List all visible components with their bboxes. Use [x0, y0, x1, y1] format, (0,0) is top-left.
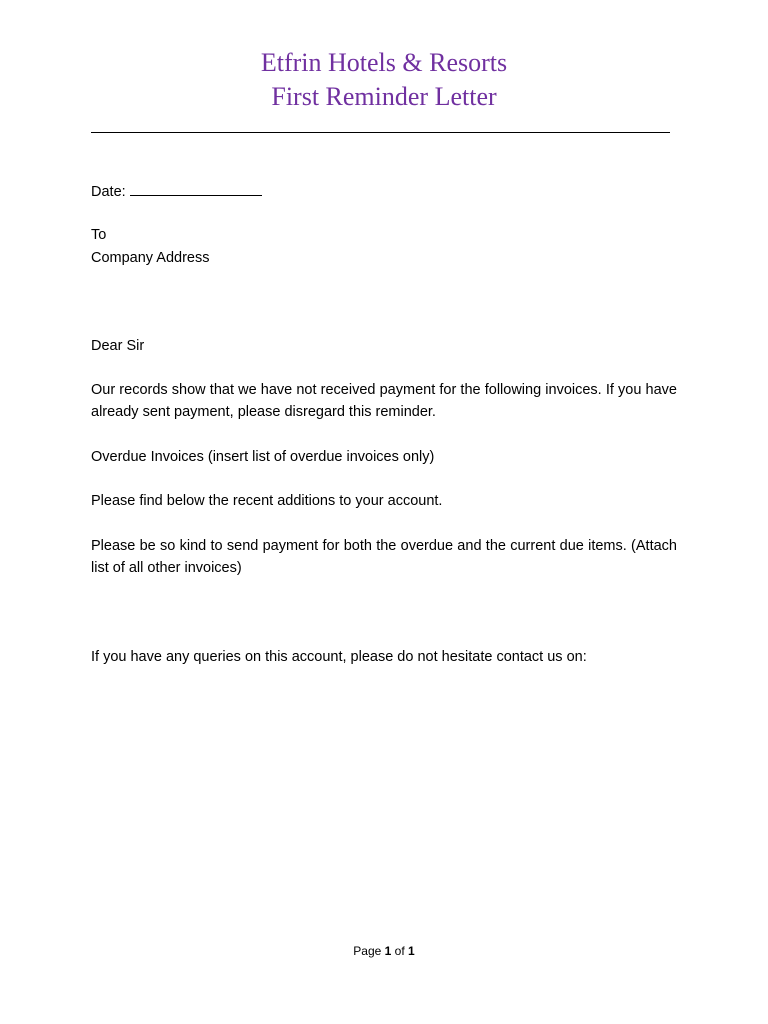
date-row [91, 181, 262, 203]
salutation: Dear Sir [91, 338, 145, 354]
page-word: Page [353, 944, 382, 958]
recent-additions-line: Please find below the recent additions to your account. [91, 493, 443, 509]
page-current: 1 [384, 944, 392, 958]
recipient-to: To [91, 227, 107, 243]
payment-request-paragraph: Please be so kind to send payment for both the overdue and the current due items. (Attach list of all other invoices) [91, 538, 677, 576]
queries-line: If you have any queries on this account, please do not hesitate contact us on: [91, 649, 587, 665]
of-word: of [394, 944, 405, 958]
header-divider [91, 132, 670, 133]
page-footer [0, 942, 768, 960]
records-paragraph: Our records show that we have not received payment for the following invoices. If you have already sent payment, please disregard this reminder. [91, 382, 677, 420]
date-blank-line [130, 181, 262, 196]
overdue-invoices-line: Overdue Invoices (insert list of overdue invoices only) [91, 449, 435, 465]
date-label: Date: [91, 184, 126, 200]
recipient-address: Company Address [91, 250, 210, 266]
page-total: 1 [408, 944, 415, 958]
document-title: First Reminder Letter [271, 82, 497, 111]
company-name: Etfrin Hotels & Resorts [260, 48, 508, 77]
